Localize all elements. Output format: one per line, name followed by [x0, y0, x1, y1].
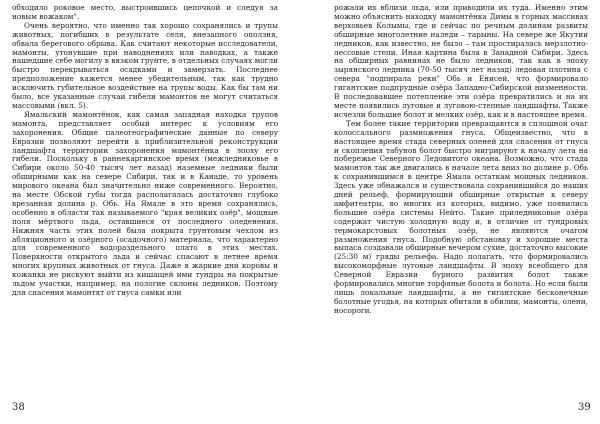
right-paragraph-1: рожали их вблизи льда, или приводили их туда. Именно этим можно объяснить находку мамонтёнка Димы в горных массивах верховьев Колымы, где и сейчас по речным долинам развиты обширные многолетние наледи – тарыны. На севере же Якутии ледников, как известно, не было – там простиралась мерзлотно-лессовые степи. Иная картина была в Западной Сибири. Здесь на обширных равнинах не было ледников, так как в эпоху зырянского ледника (70-50 тысяч лет назад) ледовая плотина с севера "подпирала реки" Обь и Енисей, что формировало гигантские подпрудные озёра Западно-Сибирской низменности. В последовавшее потепление эти озёра превратились и на их месте появились луговые и луговою-степные ландшафты. Также исчезли большие болот и мелких озёр, как и в настоящее время.	[334, 3, 588, 119]
right-page	[300, 0, 600, 424]
right-paragraph-2: Тем более такие территории превращаются в сплошной очаг колоссального размножения гнуса. Общеизвестно, что в настоящее время стада северных оленей для спасения от гнуса и скопления табунов болот быстро мигрируют к началу лета на побережье Северного Ледовитого океана. Возможно, что стада мамонтов так же двигались в начале лета вниз по долине р. Обь к сохранившимся в центре Ямала остаткам мощных ледников. Здесь уже обнажался и существовала сохранившийся до наших дней рельеф, формирующий обширные открытые к северу амфитеатры, во многих из которых, видимо, уже появились большие озёра системы Нейто. Такие приледниковые озёра содержат чистую холодную воду и, в отличие от тундровых термокарстовых болотных озёр, не являются очагом размножения гнуса. Подобную обстановку и хорошие места выпаса создавали обширные вечером сухие, достаточно высокие (25:30 м) гряды рельефа. Надо полагать, что формировались высокоморфные луговые ландшафты. В эпоху всеобщего для Северной Евразии бурного развития болот также формировались многие торфяные болота и болота. Но если были лишь локальные ландшафты, а не гигантские бесконечные болотные угодья, на которых обитали в обилии, мамонты, олени, носороги.	[334, 118, 588, 315]
left-paragraph-3: Ямальский мамонтёнок, как самая западная находка трупов мамонта, представляет особый интерес к условиям его захоронения. Общие палеогеографические данные по северу Евразии позволяют перейти к приблизительной реконструкции ландшафта территории захоронения мамонтёнка в эпоху его гибели. Поскольку в раннекаргинское время (межледниковье в Сибири около 50-40 тысяч лет назад) наземные ледники были обширными как на севере Сибири, так и в Канаде, то уровень мирового океана был значительно ниже современного. Вероятно, на месте Обской губы тогда располагалась достаточно глубоко врезанная долина р. Обь. На Ямале в это время сохранялись, особенно в области так называемого "края великих озёр", мощные поля мёртвого льда, оставшиеся от последнего оледенения. Нижняя часть этих полей была покрыта грунтовым чехлом из абляционного и озёрного (осадочного) материала, что характерно для современного водораздельного плато в этих местах. Поверхности открытого льда и сейчас спасают в летнее время многих крупных животных от гнуса. Даже в жаркие дни коровы и кожанка не рискуют выйти из кишащей ими тундры на покрытые льдом участки, например, на пологие склоны ледников. Поэтому для спасения мамонтят от гнуса самки или	[12, 109, 278, 297]
left-page-number: 38	[12, 402, 25, 413]
right-page-number: 39	[578, 402, 591, 413]
right-page-text-column	[334, 4, 588, 316]
left-paragraph-1: обходило роковое место, выстроившись цепочкой и следуя за новым вожаком".	[12, 3, 278, 21]
left-page-text-column	[12, 4, 278, 298]
left-paragraph-2: Очень вероятно, что именно так хорошо сохранялись и трупы животных, погибших в результате селя, внезапного оползня, обвала берегового обрыва. Как считают некоторые исследователи, мамонты, утонувшие при наводнениях или паводках, а также нашедшие себе могилу в вязком грунте, в отдельных случаях могли быстро перекрываться осадками и замерзать. Последнее предположение кажется менее убедительным, так как трудно исключить губительное воздействие на трупы воды. Как бы там ни было, все указанные случаи гибели мамонтов не могут считаться массовыми (вкл. 5).	[12, 20, 278, 110]
